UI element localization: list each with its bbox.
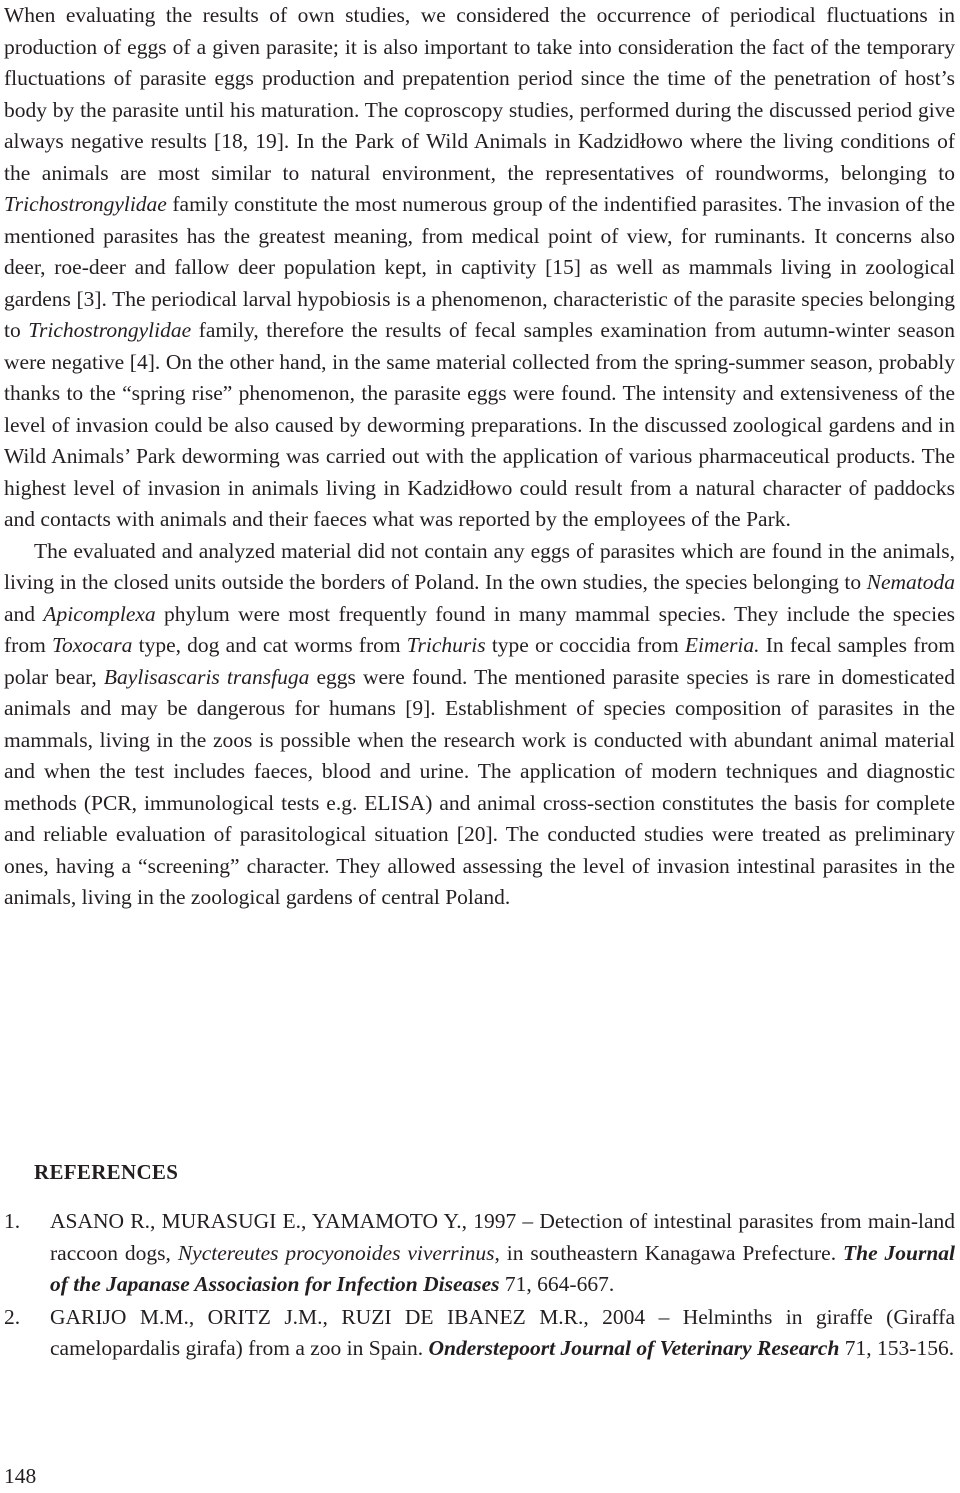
reference-item: 2. GARIJO M.M., ORITZ J.M., RUZI DE IBANEZ M.R., 2004 – Helminths in giraffe (Giraffa camelopardalis girafa) from a zoo in Spain. Onderstepoort Journal of Veterinary Research 71, 153-156. [4,1302,955,1365]
references-list [4,1206,955,1366]
italic-term: Nematoda [866,570,955,594]
references-heading: REFERENCES [34,1160,179,1184]
reference-item: 1. ASANO R., MURASUGI E., YAMAMOTO Y., 1997 – Detection of intestinal parasites from main-land raccoon dogs, Nyctereutes procyonoides viverrinus, in southeastern Kanagawa Prefecture. The Journal of the Japanase Associasion for Infection Diseases 71, 664-667. [4,1206,955,1301]
italic-term: Apicomplexa [43,601,156,626]
italic-term: Trichostrongylidae [4,192,167,216]
reference-number: 2. [4,1304,21,1329]
italic-term: Trichostrongylidae [28,318,192,342]
body-text [4,0,955,914]
italic-term: Eimeria. [684,633,760,657]
italic-term: Baylisascaris transfuga [103,664,310,689]
italic-term: Toxocara [51,633,133,657]
paragraph-1: When evaluating the results of own studies, we considered the occurrence of periodical fluctuations in production of eggs of a given parasite; it is also important to take into consideration the fact of the temporary fluctuations of parasite eggs production and prepatention period since the time of the penetration of host’s body by the parasite until his maturation. The coproscopy studies, performed during the discussed period give always negative results [18, 19]. In the Park of Wild Animals in Kadzidłowo where the living conditions of the animals are most similar to natural environment, the representatives of roundworms, belonging to Trichostrongylidae family constitute the most numerous group of the indentified parasites. The invasion of the mentioned parasites has the greatest meaning, from medical point of view, for ruminants. It concerns also deer, roe-deer and fallow deer population kept, in captivity [15] as well as mammals living in zoological gardens [3]. The periodical larval hypobiosis is a phenomenon, characteristic of the parasite species belonging to Trichostrongylidae family, therefore the results of fecal samples examination from autumn-winter season were negative [4]. On the other hand, in the same material collected from the spring-summer season, probably thanks to the “spring rise” phenomenon, the parasite eggs were found. The intensity and extensiveness of the level of invasion could be also caused by deworming preparations. In the discussed zoological gardens and in Wild Animals’ Park deworming was carried out with the application of various pharmaceutical products. The highest level of invasion in animals living in Kadzidłowo could result from a natural character of paddocks and contacts with animals and their faeces what was reported by the employees of the Park. [4,3,955,531]
page-number: 148 [4,1464,37,1488]
species-name: Nyctereutes procyonoides viverrinus [177,1240,495,1265]
reference-number: 1. [4,1209,21,1233]
journal-title: Onderstepoort Journal of Veterinary Research [428,1336,840,1360]
italic-term: Trichuris [406,633,486,657]
journal-title: The Journal of the Japanase Associasion for Infection Diseases [50,1240,956,1296]
paragraph-2: The evaluated and analyzed material did not contain any eggs of parasites which are found in the animals, living in the closed units outside the borders of Poland. In the own studies, the species belonging to Nematoda and Apicomplexa phylum were most frequently found in many mammal species. They include the species from Toxocara type, dog and cat worms from Trichuris type or coccidia from Eimeria. In fecal samples from polar bear, Baylisascaris transfuga eggs were found. The mentioned parasite species is rare in domesticated animals and may be dangerous for humans [9]. Establishment of species composition of parasites in the mammals, living in the zoos is possible when the research work is conducted with abundant animal material and when the test includes faeces, blood and urine. The application of modern techniques and diagnostic methods (PCR, immunological tests e.g. ELISA) and animal cross-section constitutes the basis for complete and reliable evaluation of parasitological situation [20]. The conducted studies were treated as preliminary ones, having a “screening” character. They allowed assessing the level of invasion intestinal parasites in the animals, living in the zoological gardens of central Poland. [4,538,956,909]
